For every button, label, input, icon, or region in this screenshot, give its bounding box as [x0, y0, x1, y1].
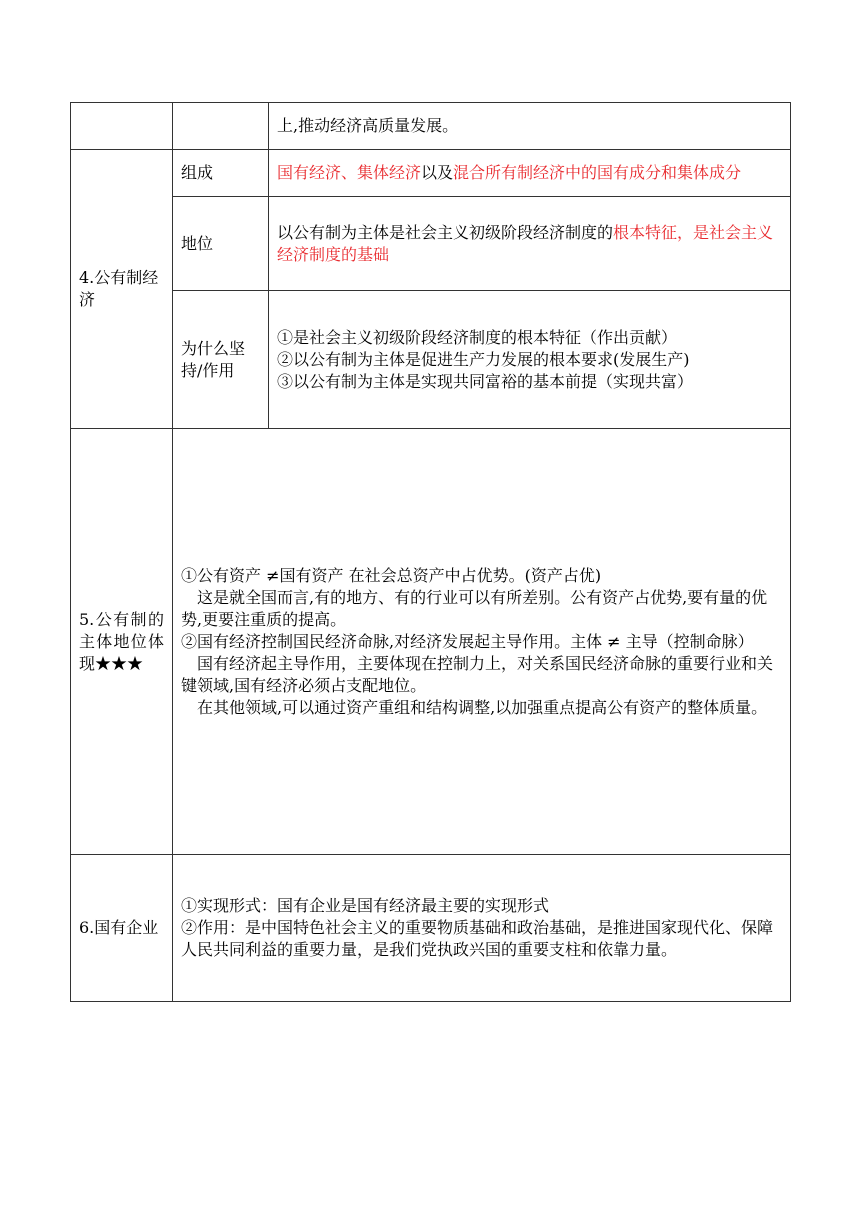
knowledge-table	[70, 102, 791, 1002]
main-p2: 这是就全国而言,有的地方、有的行业可以有所差别。公有资产占优势,要有量的优势,更要注重质的提高。	[181, 587, 768, 629]
main-status-content	[173, 429, 791, 855]
compose-red-1: 国有经济、集体经济	[277, 163, 422, 182]
why-item-1: ①是社会主义初级阶段经济制度的根本特征（作出贡献）	[277, 327, 678, 347]
table-row	[71, 855, 791, 1002]
table-row	[71, 291, 791, 429]
soe-p2: ②作用：是中国特色社会主义的重要物质基础和政治基础，是推进国家现代化、保障人民共同利益的重要力量，是我们党执政兴国的重要支柱和依靠力量。	[181, 918, 774, 959]
table-row	[71, 429, 791, 855]
compose-mid: 以及	[421, 163, 454, 182]
sub-label-compose: 组成	[173, 150, 269, 197]
why-item-3: ③以公有制为主体是实现共同富裕的基本前提（实现共富）	[277, 371, 694, 391]
why-item-2: ②以公有制为主体是促进生产力发展的根本要求(发展生产)	[277, 349, 690, 369]
status-red: 根本特征，是社会主义经济制度的基础	[277, 222, 774, 264]
main-p3: ②国有经济控制国民经济命脉,对经济发展起主导作用。主体 ≠ 主导（控制命脉）	[181, 631, 754, 651]
status-normal: 以公有制为主体是社会主义初级阶段经济制度的	[277, 222, 614, 242]
table-row	[71, 197, 791, 291]
sub-label-status: 地位	[173, 197, 269, 291]
compose-red-2: 混合所有制经济中的国有成分和集体成分	[453, 163, 742, 182]
row-label-main-status: 5.公有制的主体地位体现★★★	[71, 429, 173, 855]
row-label-soe: 6.国有企业	[71, 855, 173, 1002]
sub-label-why: 为什么坚持/作用	[173, 291, 269, 429]
table-row	[71, 103, 791, 150]
why-list	[269, 291, 791, 429]
main-p4: 国有经济起主导作用，主要体现在控制力上，对关系国民经济命脉的重要行业和关键领域,国有经济必须占支配地位。	[181, 653, 774, 695]
soe-content	[173, 855, 791, 1002]
soe-p1: ①实现形式：国有企业是国有经济最主要的实现形式	[181, 896, 550, 915]
main-p1: ①公有资产 ≠国有资产 在社会总资产中占优势。(资产占优)	[181, 565, 602, 585]
continuation-text: 上,推动经济高质量发展。	[269, 103, 791, 150]
row-label-public-economy: 4.公有制经济	[71, 150, 173, 429]
empty-cell	[71, 103, 173, 150]
compose-text	[269, 150, 791, 197]
status-text	[269, 197, 791, 291]
main-p5: 在其他领域,可以通过资产重组和结构调整,以加强重点提高公有资产的整体质量。	[197, 697, 768, 717]
table-row	[71, 150, 791, 197]
empty-cell	[173, 103, 269, 150]
